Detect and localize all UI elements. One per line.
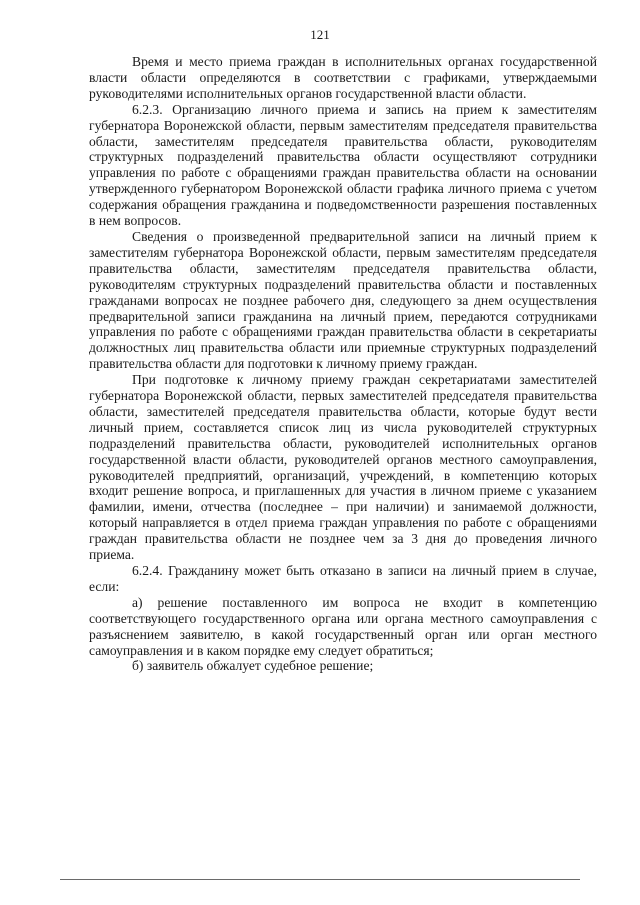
document-body	[89, 54, 597, 674]
page-number: 121	[310, 27, 330, 42]
list-item-b: б) заявитель обжалует судебное решение;	[132, 658, 374, 674]
bottom-rule	[60, 879, 580, 880]
paragraph-6-2-3: 6.2.3. Организацию личного приема и запись на прием к заместителям губернатора Воронежской области, первым заместителям председателя правительства области, заместителям председателя правительства области, руководителям структурных подразделений правительства области осуществляют сотрудники управления по работе с обращениями граждан правительства области на основании утвержденного губернатором Воронежской области графика личного приема с учетом содержания обращения гражданина и подведомственности разрешения поставленных в нем вопросов.	[89, 101, 597, 229]
paragraph-reception-schedule: Время и место приема граждан в исполнительных органах государственной власти области определяются в соответствии с графиками, утверждаемыми руководителями исполнительных органов государственной власти области.	[89, 54, 597, 101]
list-item-a: а) решение поставленного им вопроса не входит в компетенцию соответствующего государственного органа или органа местного самоуправления с разъяснением заявителю, в какой государственный орган или орган местного самоуправления и в каком порядке ему следует обратиться;	[89, 594, 597, 658]
paragraph-preliminary-registration: Сведения о произведенной предварительной записи на личный прием к заместителям губернатора Воронежской области, первым заместителям председателя правительства области, заместителям председателя правительства области, руководителям структурных подразделений правительства области и поставленных гражданами вопросах не позднее рабочего дня, следующего за днем осуществления предварительной записи гражданина на личный прием, передаются сотрудниками управления по работе с обращениями граждан правительства области в секретариаты должностных лиц правительства области или приемные структурных подразделений правительства области для подготовки к личному приему граждан.	[89, 228, 597, 372]
paragraph-reception-preparation: При подготовке к личному приему граждан секретариатами заместителей губернатора Воронежской области, первых заместителей председателя правительства области, заместителей председателя правительства области, которые будут вести личный прием, составляется список лиц из числа руководителей структурных подразделений правительства области, руководителей исполнительных органов государственной власти области, руководителей органов местного самоуправления, руководителей предприятий, организаций, учреждений, в компетенцию которых входит решение вопроса, и приглашенных для участия в личном приеме с указанием фамилии, имени, отчества (последнее – при наличии) и занимаемой должности, который направляется в отдел приема граждан управления по работе с обращениями граждан правительства области не позднее чем за 3 дня до проведения личного приема.	[89, 372, 597, 563]
paragraph-6-2-4: 6.2.4. Гражданину может быть отказано в записи на личный прием в случае, если:	[89, 563, 597, 594]
